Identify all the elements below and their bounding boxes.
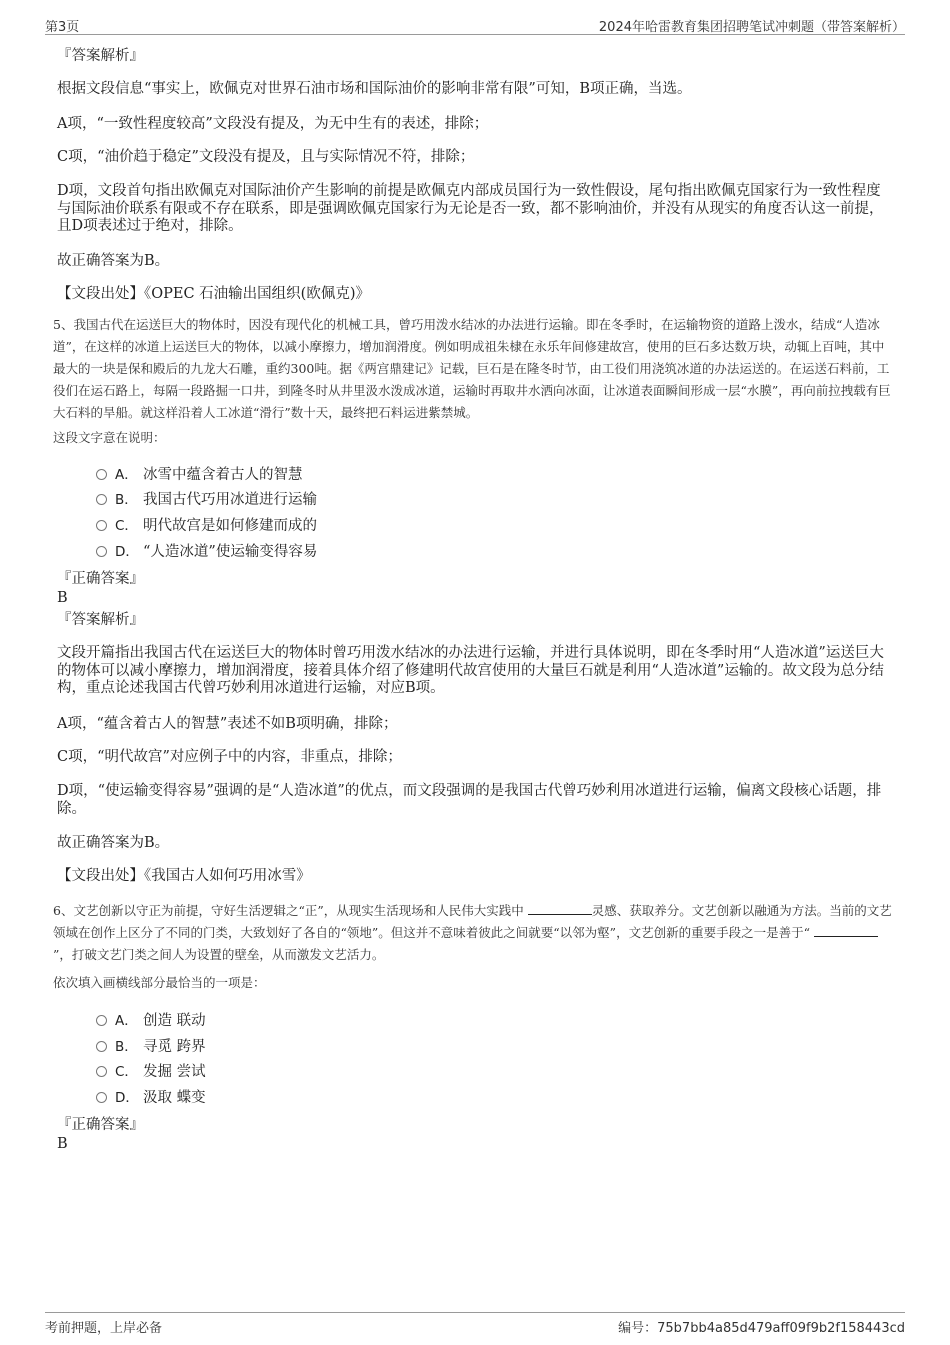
q4-source: 【文段出处】《OPEC 石油输出国组织(欧佩克)》	[57, 286, 370, 302]
radio-icon[interactable]	[96, 469, 107, 480]
footer-slogan: 考前押题，上岸必备	[45, 1321, 163, 1336]
q6-answer-label: 『正确答案』	[57, 1117, 144, 1133]
q5-explain-e5: 故正确答案为B。	[57, 835, 170, 851]
q6-stem: 6、文艺创新以守正为前提，守好生活逻辑之“正”，从现实生活现场和人民伟大实践中 灵感、获取养分。文艺创新以融通为方法。当前的文艺领域在创作上区分了不同的门类，大致划好了各自的“领地”。但这并不意味着彼此之间就要“以邻为壑”，文艺创新的重要手段之一是善于“ ”，打破文艺门类之间人为设置的壁垒，从而激发文艺活力。	[53, 903, 892, 962]
radio-icon[interactable]	[96, 1015, 107, 1026]
q4-explain-p1: 根据文段信息“事实上，欧佩克对世界石油市场和国际油价的影响非常有限”可知，B项正确，当选。	[57, 81, 692, 97]
fill-blank-2	[814, 924, 878, 937]
fill-blank-1	[528, 902, 592, 915]
q6-option-c[interactable]: C． 发掘 尝试	[96, 1063, 206, 1081]
document-code: 编号：75b7bb4a85d479aff09f9b2f158443cd	[618, 1321, 905, 1336]
q6-option-d[interactable]: D． 汲取 蝶变	[96, 1089, 206, 1107]
q5-explain-e3: C项，“明代故宫”对应例子中的内容，非重点，排除；	[57, 749, 402, 765]
q5-explain-label: 『答案解析』	[57, 612, 144, 628]
q5-option-a[interactable]: A． 冰雪中蕴含着古人的智慧	[96, 466, 303, 484]
page-number: 第3页	[45, 20, 80, 35]
radio-icon[interactable]	[96, 1041, 107, 1052]
q5-option-d[interactable]: D． “人造冰道”使运输变得容易	[96, 543, 317, 561]
radio-icon[interactable]	[96, 546, 107, 557]
q6-option-b[interactable]: B． 寻觅 跨界	[96, 1038, 206, 1056]
q5-explain-e1: 文段开篇指出我国古代在运送巨大的物体时曾巧用泼水结冰的办法进行运输，并进行具体说明，即在冬季时用“人造冰道”运送巨大的物体可以减小摩擦力，增加润滑度，接着具体介绍了修建明代故宫使用的大量巨石就是利用“人造冰道”运输的。故文段为总分结构，重点论述我国古代曾巧妙利用冰道进行运输，对应B项。	[57, 645, 884, 696]
q5-explain-e4: D项，“使运输变得容易”强调的是“人造冰道”的优点，而文段强调的是我国古代曾巧妙利用冰道进行运输，偏离文段核心话题，排除。	[57, 783, 882, 817]
q5-explain-e2: A项，“蕴含着古人的智慧”表述不如B项明确，排除；	[57, 716, 398, 732]
q4-explain-p4: D项，文段首句指出欧佩克对国际油价产生影响的前提是欧佩克内部成员国行为一致性假设，尾句指出欧佩克国家行为一致性程度与国际油价联系有限或不存在联系，即是强调欧佩克国家行为无论是否一致，都不影响油价，并没有从现实的角度否认这一前提，且D项表述过于绝对，排除。	[57, 183, 884, 234]
q6-answer: B	[57, 1136, 68, 1152]
q4-explain-p3: C项，“油价趋于稳定”文段没有提及，且与实际情况不符，排除；	[57, 149, 475, 165]
q4-explain-p2: A项，“一致性程度较高”文段没有提及，为无中生有的表述，排除；	[57, 116, 489, 132]
q5-answer: B	[57, 590, 68, 606]
q5-answer-label: 『正确答案』	[57, 571, 144, 587]
q4-explain-label: 『答案解析』	[57, 48, 144, 64]
page-header	[45, 14, 905, 35]
document-title: 2024年哈雷教育集团招聘笔试冲刺题（带答案解析）	[598, 20, 905, 35]
radio-icon[interactable]	[96, 520, 107, 531]
q6-prompt: 依次填入画横线部分最恰当的一项是：	[53, 975, 266, 990]
q5-option-b[interactable]: B． 我国古代巧用冰道进行运输	[96, 491, 317, 509]
q5-prompt: 这段文字意在说明：	[53, 430, 166, 445]
page-footer	[45, 1312, 905, 1335]
q6-option-a[interactable]: A． 创造 联动	[96, 1012, 206, 1030]
q5-stem: 5、我国古代在运送巨大的物体时，因没有现代化的机械工具，曾巧用泼水结冰的办法进行运输。即在冬季时，在运输物资的道路上泼水，结成“人造冰道”，在这样的冰道上运送巨大的物体，以减小摩擦力，增加润滑度。例如明成祖朱棣在永乐年间修建故宫，使用的巨石多达数万块，动辄上百吨，其中最大的一块是保和殿后的九龙大石雕，重约300吨。据《两宫鼎建记》记载，巨石是在隆冬时节，由工役们用浇筑冰道的办法运送的。在运送石料前，工役们在运石路上，每隔一段路掘一口井，到隆冬时从井里汲水泼成冰道，运输时再取井水洒向冰面，让冰道表面瞬间形成一层“水膜”，再向前拉拽载有巨大石料的旱船。就这样沿着人工冰道“滑行”数十天，最终把石料运进紫禁城。	[53, 317, 891, 420]
q5-option-c[interactable]: C． 明代故宫是如何修建而成的	[96, 517, 317, 535]
q4-explain-p5: 故正确答案为B。	[57, 253, 170, 269]
radio-icon[interactable]	[96, 1066, 107, 1077]
radio-icon[interactable]	[96, 494, 107, 505]
radio-icon[interactable]	[96, 1092, 107, 1103]
q5-source: 【文段出处】《我国古人如何巧用冰雪》	[57, 868, 311, 884]
